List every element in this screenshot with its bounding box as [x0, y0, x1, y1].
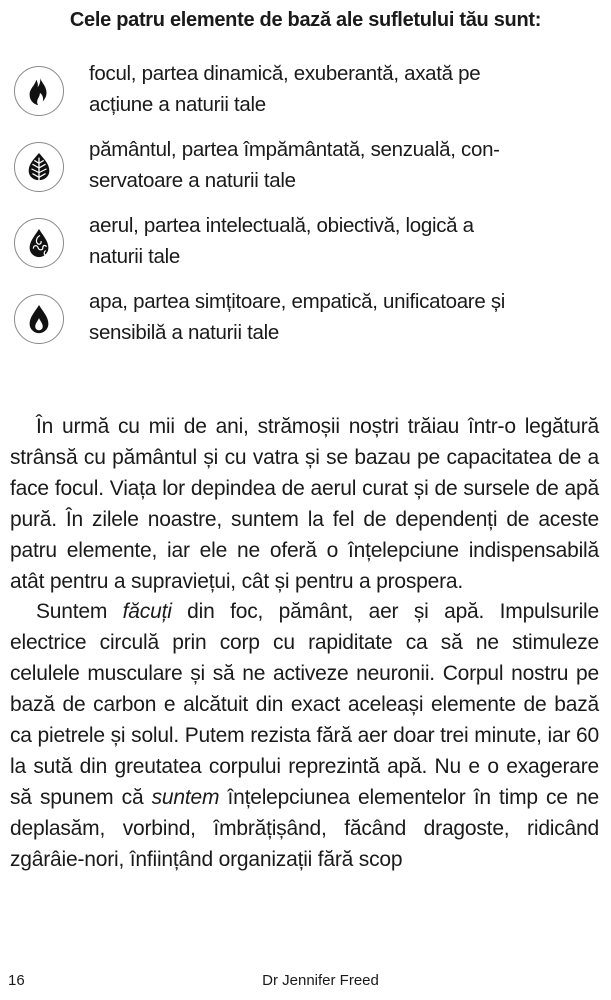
element-line: aerul, partea intelectuală, obiectivă, logică a: [89, 214, 474, 237]
paragraph-text: Suntem: [36, 600, 123, 624]
element-line: pământul, partea împământată, senzuală, con-: [89, 138, 500, 161]
element-line: acțiune a naturii tale: [89, 93, 266, 116]
paragraph-2: [10, 597, 599, 875]
element-description-water: [89, 286, 589, 348]
element-description-fire: [89, 58, 589, 120]
element-description-air: [89, 210, 589, 272]
element-line: servatoare a naturii tale: [89, 169, 296, 192]
element-item-water: [14, 292, 604, 354]
section-heading: Cele patru elemente de bază ale sufletului tău sunt:: [69, 9, 542, 31]
paragraph-text: înțelepciunea elementelor în timp ce ne deplasăm, vorbind, îmbrățișând, făcând dragoste, ridicând zgârâie-nori, înființând organizații fără scop: [10, 785, 599, 871]
element-line: naturii tale: [89, 245, 180, 268]
element-description-earth: [89, 134, 589, 196]
paragraph-1: În urmă cu mii de ani, strămoșii noștri trăiau într-o legătură strânsă cu pământul și cu vatra și se bazau pe capacitatea de a face focul. Viața lor depindea de aerul curat și de sursele de apă pură. În zilele noastre, suntem la fel de dependenți de aceste patru elemente, iar ele ne oferă o înțelepciune indispensabilă atât pentru a supraviețui, cât și pentru a prospera.: [10, 415, 599, 593]
leaf-icon: [14, 142, 64, 192]
water-drop-icon: [14, 294, 64, 344]
fire-icon: [14, 66, 64, 116]
emphasis-text: suntem: [151, 785, 220, 809]
element-item-earth: [14, 140, 604, 202]
air-swirl-drop-icon: [14, 218, 64, 268]
element-item-fire: [14, 64, 604, 126]
paragraph-text: din foc, pământ, aer și apă. Impulsurile electrice circulă prin corp cu rapiditate ca să ne stimuleze celulele musculare și să ne activeze neuronii. Corpul nostru pe bază de carbon e alcătuit din exact aceleași elemente de bază ca pietrele și solul. Putem rezista fără aer doar trei minute, iar 60 la sută din greutatea corpului reprezintă apă. Nu e o exagerare să spunem că: [10, 600, 599, 809]
element-line: apa, partea simțitoare, empatică, unificatoare și: [89, 290, 506, 313]
body-text: [10, 412, 599, 876]
element-line: sensibilă a naturii tale: [89, 321, 279, 344]
emphasis-text: făcuți: [122, 600, 172, 624]
element-line: focul, partea dinamică, exuberantă, axată pe: [89, 62, 481, 85]
element-item-air: [14, 216, 604, 278]
page-footer: [0, 972, 611, 996]
running-author: Dr Jennifer Freed: [262, 972, 379, 989]
page-number: 16: [8, 972, 25, 989]
